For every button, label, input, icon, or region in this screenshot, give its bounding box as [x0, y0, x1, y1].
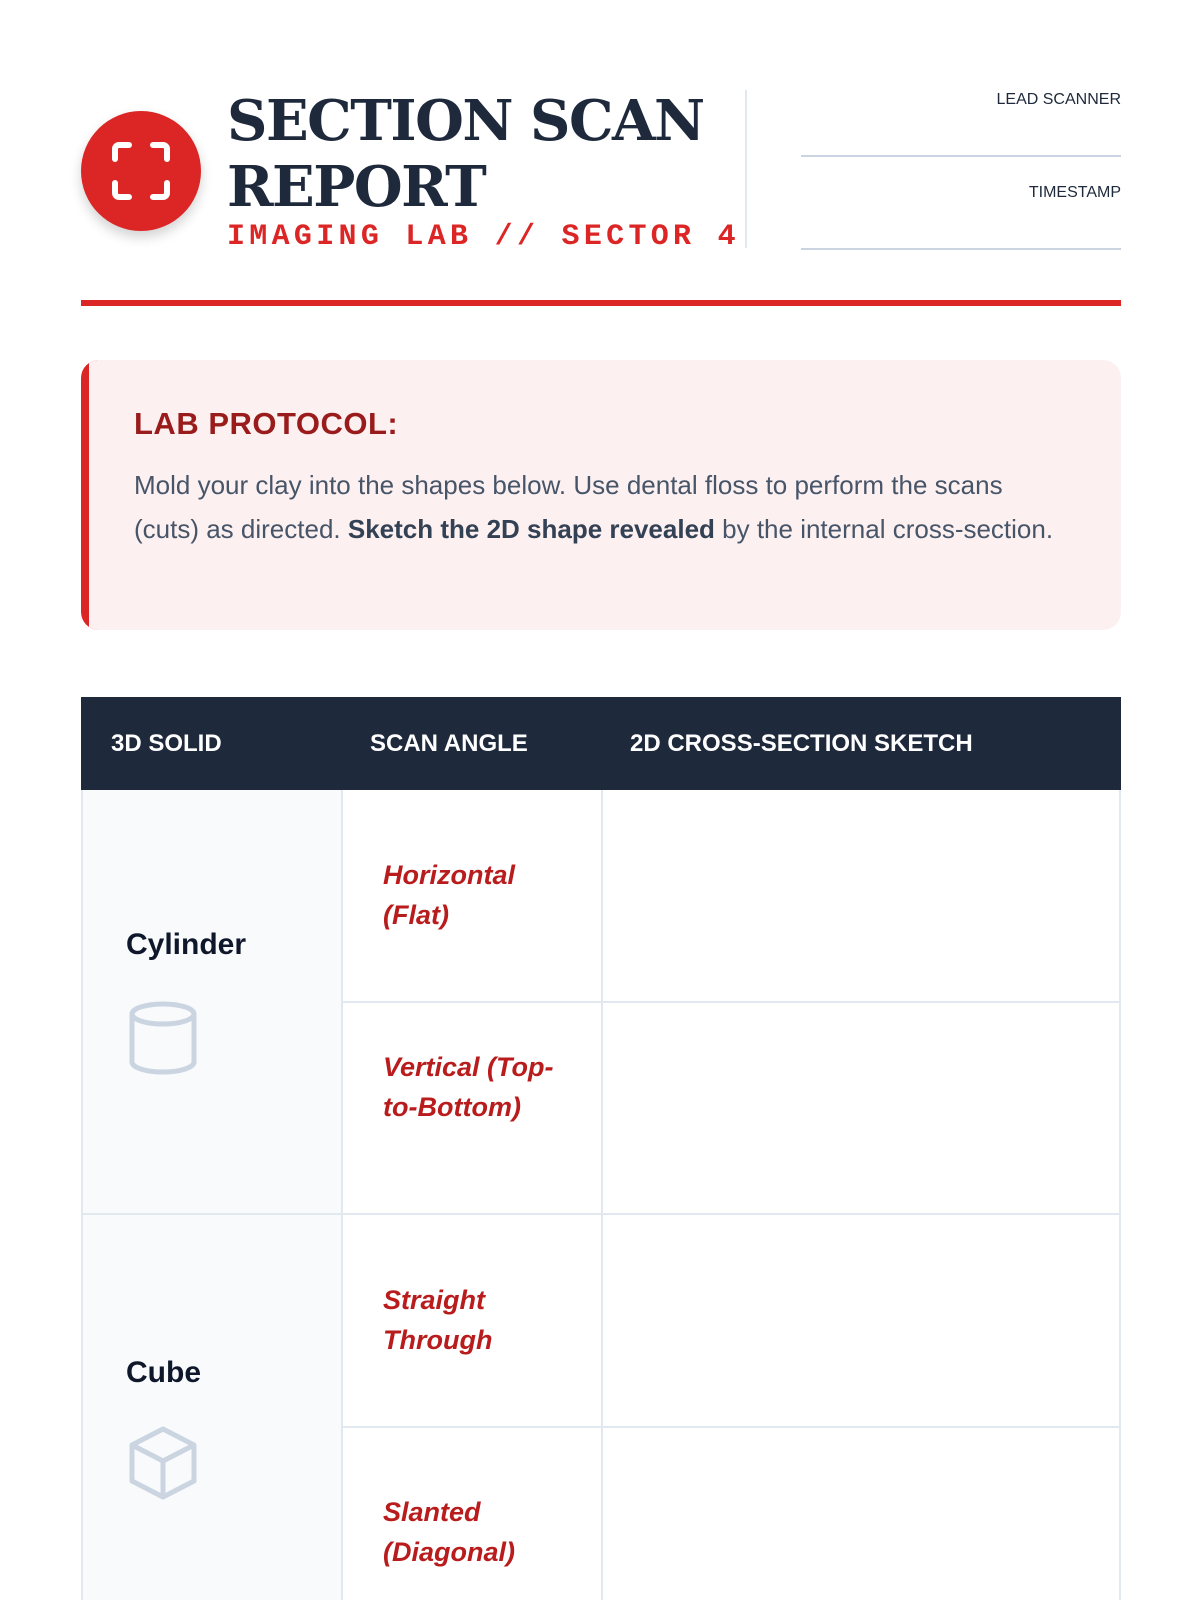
page-subtitle: IMAGING LAB // SECTOR 4	[227, 220, 740, 254]
table-row	[343, 1428, 1121, 1600]
page-title: SECTION SCAN REPORT	[227, 88, 704, 220]
col-header-angle: SCAN ANGLE	[370, 730, 528, 757]
logo-badge	[81, 111, 201, 231]
col-header-sketch: 2D CROSS-SECTION SKETCH	[630, 730, 973, 757]
table-header	[81, 697, 1121, 790]
sketch-area[interactable]	[603, 1215, 1121, 1426]
col-header-solid: 3D SOLID	[111, 730, 222, 757]
scan-frame-icon	[111, 141, 171, 201]
solid-name: Cube	[126, 1356, 201, 1389]
cylinder-icon	[128, 1000, 198, 1076]
header-divider	[745, 90, 747, 248]
sketch-area[interactable]	[603, 1428, 1121, 1600]
table-row	[343, 790, 1121, 1003]
scan-angle: Horizontal (Flat)	[383, 860, 515, 930]
solid-group-cylinder	[81, 790, 1121, 1215]
report-header	[81, 88, 1121, 252]
solid-cell	[81, 790, 343, 1215]
protocol-text	[134, 463, 1074, 551]
header-rule	[81, 300, 1121, 306]
scan-angle: Slanted (Diagonal)	[383, 1497, 515, 1567]
angle-cell	[343, 790, 603, 1001]
angle-cell	[343, 1215, 603, 1426]
scan-angle: Vertical (Top-to-Bottom)	[383, 1052, 554, 1122]
protocol-text-end: by the internal cross-section.	[714, 514, 1054, 544]
angle-cell	[343, 1428, 603, 1600]
protocol-title: LAB PROTOCOL:	[134, 406, 399, 441]
timestamp-field[interactable]	[801, 248, 1121, 250]
protocol-text-emphasis: Sketch the 2D shape revealed	[347, 514, 715, 544]
cube-icon	[128, 1425, 198, 1501]
lead-scanner-label: LEAD SCANNER	[996, 91, 1121, 108]
table-row	[343, 1003, 1121, 1215]
solid-group-cube	[81, 1215, 1121, 1600]
protocol-box	[81, 360, 1121, 630]
lead-scanner-field[interactable]	[801, 155, 1121, 157]
timestamp-label: TIMESTAMP	[1028, 184, 1121, 201]
solid-name: Cylinder	[126, 928, 247, 961]
protocol-text-start: Mold your clay into the shapes below. Use dental floss to perform the scans (cuts) as directed.	[134, 470, 1003, 544]
solid-cell	[81, 1215, 343, 1600]
table-row	[343, 1215, 1121, 1428]
angle-cell	[343, 1003, 603, 1213]
scan-angle: Straight Through	[383, 1285, 493, 1355]
sketch-area[interactable]	[603, 1003, 1121, 1213]
sketch-area[interactable]	[603, 790, 1121, 1001]
